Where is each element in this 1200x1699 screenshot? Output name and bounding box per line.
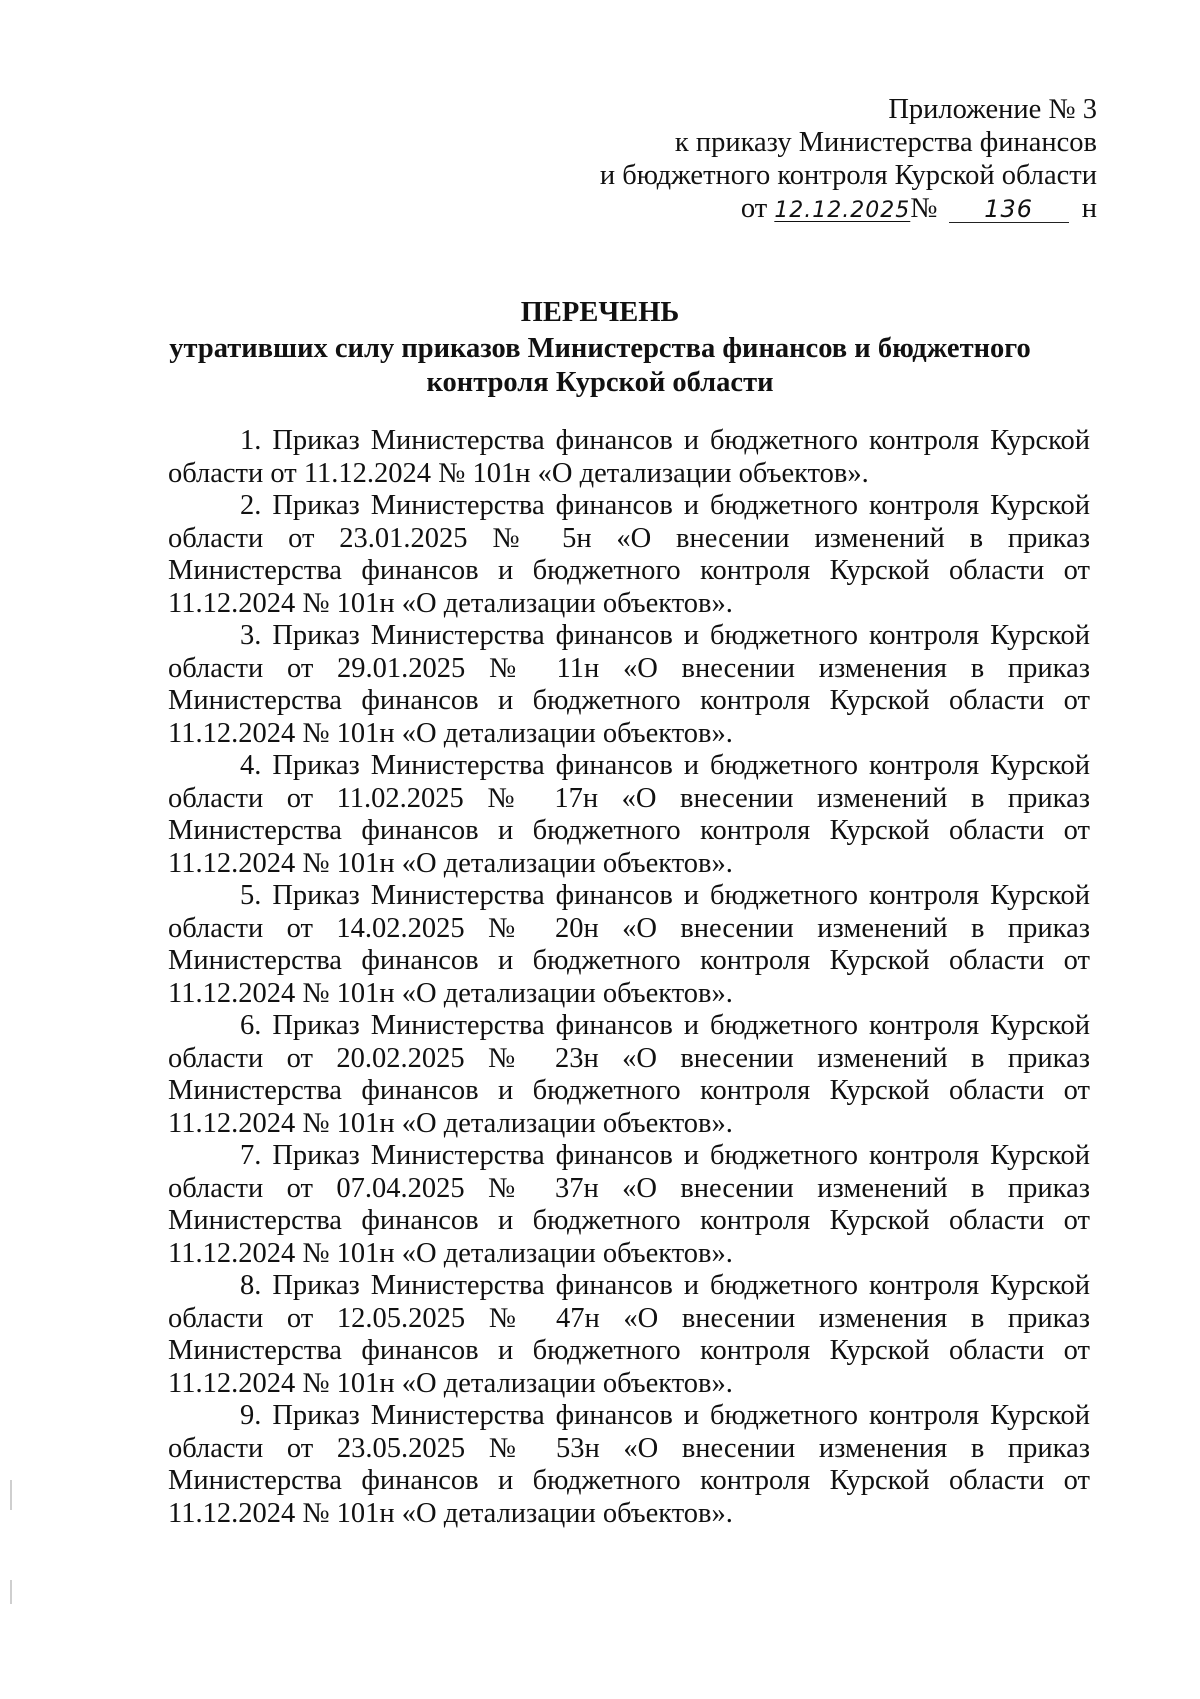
title-heading: ПЕРЕЧЕНЬ (520, 297, 680, 328)
list-item: 4. Приказ Министерства финансов и бюджетного контроля Курской области от 11.02.2025 № 17н «О внесении изменений в приказ Министерства финансов и бюджетного контроля Курской области от 11.12.2024 № 101н «О детализации объектов». (168, 750, 1090, 879)
document-title (150, 296, 1050, 400)
order-number-blank (949, 196, 1069, 223)
list-item: 2. Приказ Министерства финансов и бюджетного контроля Курской области от 23.01.2025 № 5н «О внесении изменений в приказ Министерства финансов и бюджетного контроля Курской области от 11.12.2024 № 101н «О детализации объектов». (168, 490, 1090, 619)
revoked-orders-list (168, 425, 1090, 1530)
appendix-ministry: и бюджетного контроля Курской области (599, 160, 1097, 191)
list-item: 9. Приказ Министерства финансов и бюджетного контроля Курской области от 23.05.2025 № 53н «О внесении изменения в приказ Министерства финансов и бюджетного контроля Курской области от 11.12.2024 № 101н «О детализации объектов». (168, 1400, 1090, 1529)
scan-edge-mark (10, 1580, 12, 1604)
list-item: 5. Приказ Министерства финансов и бюджетного контроля Курской области от 14.02.2025 № 20н «О внесении изменений в приказ Министерства финансов и бюджетного контроля Курской области от 11.12.2024 № 101н «О детализации объектов». (168, 880, 1090, 1009)
number-sign: № (910, 193, 938, 224)
date-prefix: от (740, 193, 768, 224)
title-subheading: утративших силу приказов Министерства финансов и бюджетного контроля Курской области (169, 333, 1031, 398)
appendix-number: Приложение № 3 (888, 94, 1097, 125)
order-number-suffix: н (1081, 193, 1097, 224)
handwritten-order-number: 136 (984, 195, 1034, 223)
list-item: 7. Приказ Министерства финансов и бюджетного контроля Курской области от 07.04.2025 № 37н «О внесении изменений в приказ Министерства финансов и бюджетного контроля Курской области от 11.12.2024 № 101н «О детализации объектов». (168, 1140, 1090, 1269)
list-item: 8. Приказ Министерства финансов и бюджетного контроля Курской области от 12.05.2025 № 47н «О внесении изменения в приказ Министерства финансов и бюджетного контроля Курской области от 11.12.2024 № 101н «О детализации объектов». (168, 1270, 1090, 1399)
handwritten-date: 12.12.2025 (774, 198, 911, 223)
appendix-date-number-line (600, 192, 1097, 227)
list-item: 3. Приказ Министерства финансов и бюджетного контроля Курской области от 29.01.2025 № 11н «О внесении изменения в приказ Министерства финансов и бюджетного контроля Курской области от 11.12.2024 № 101н «О детализации объектов». (168, 620, 1090, 749)
appendix-order-ref: к приказу Министерства финансов (674, 127, 1097, 158)
list-item: 1. Приказ Министерства финансов и бюджетного контроля Курской области от 11.12.2024 № 101н «О детализации объектов». (168, 425, 1090, 489)
appendix-header (600, 93, 1097, 227)
scan-edge-mark (10, 1480, 12, 1510)
list-item: 6. Приказ Министерства финансов и бюджетного контроля Курской области от 20.02.2025 № 23н «О внесении изменений в приказ Министерства финансов и бюджетного контроля Курской области от 11.12.2024 № 101н «О детализации объектов». (168, 1010, 1090, 1139)
